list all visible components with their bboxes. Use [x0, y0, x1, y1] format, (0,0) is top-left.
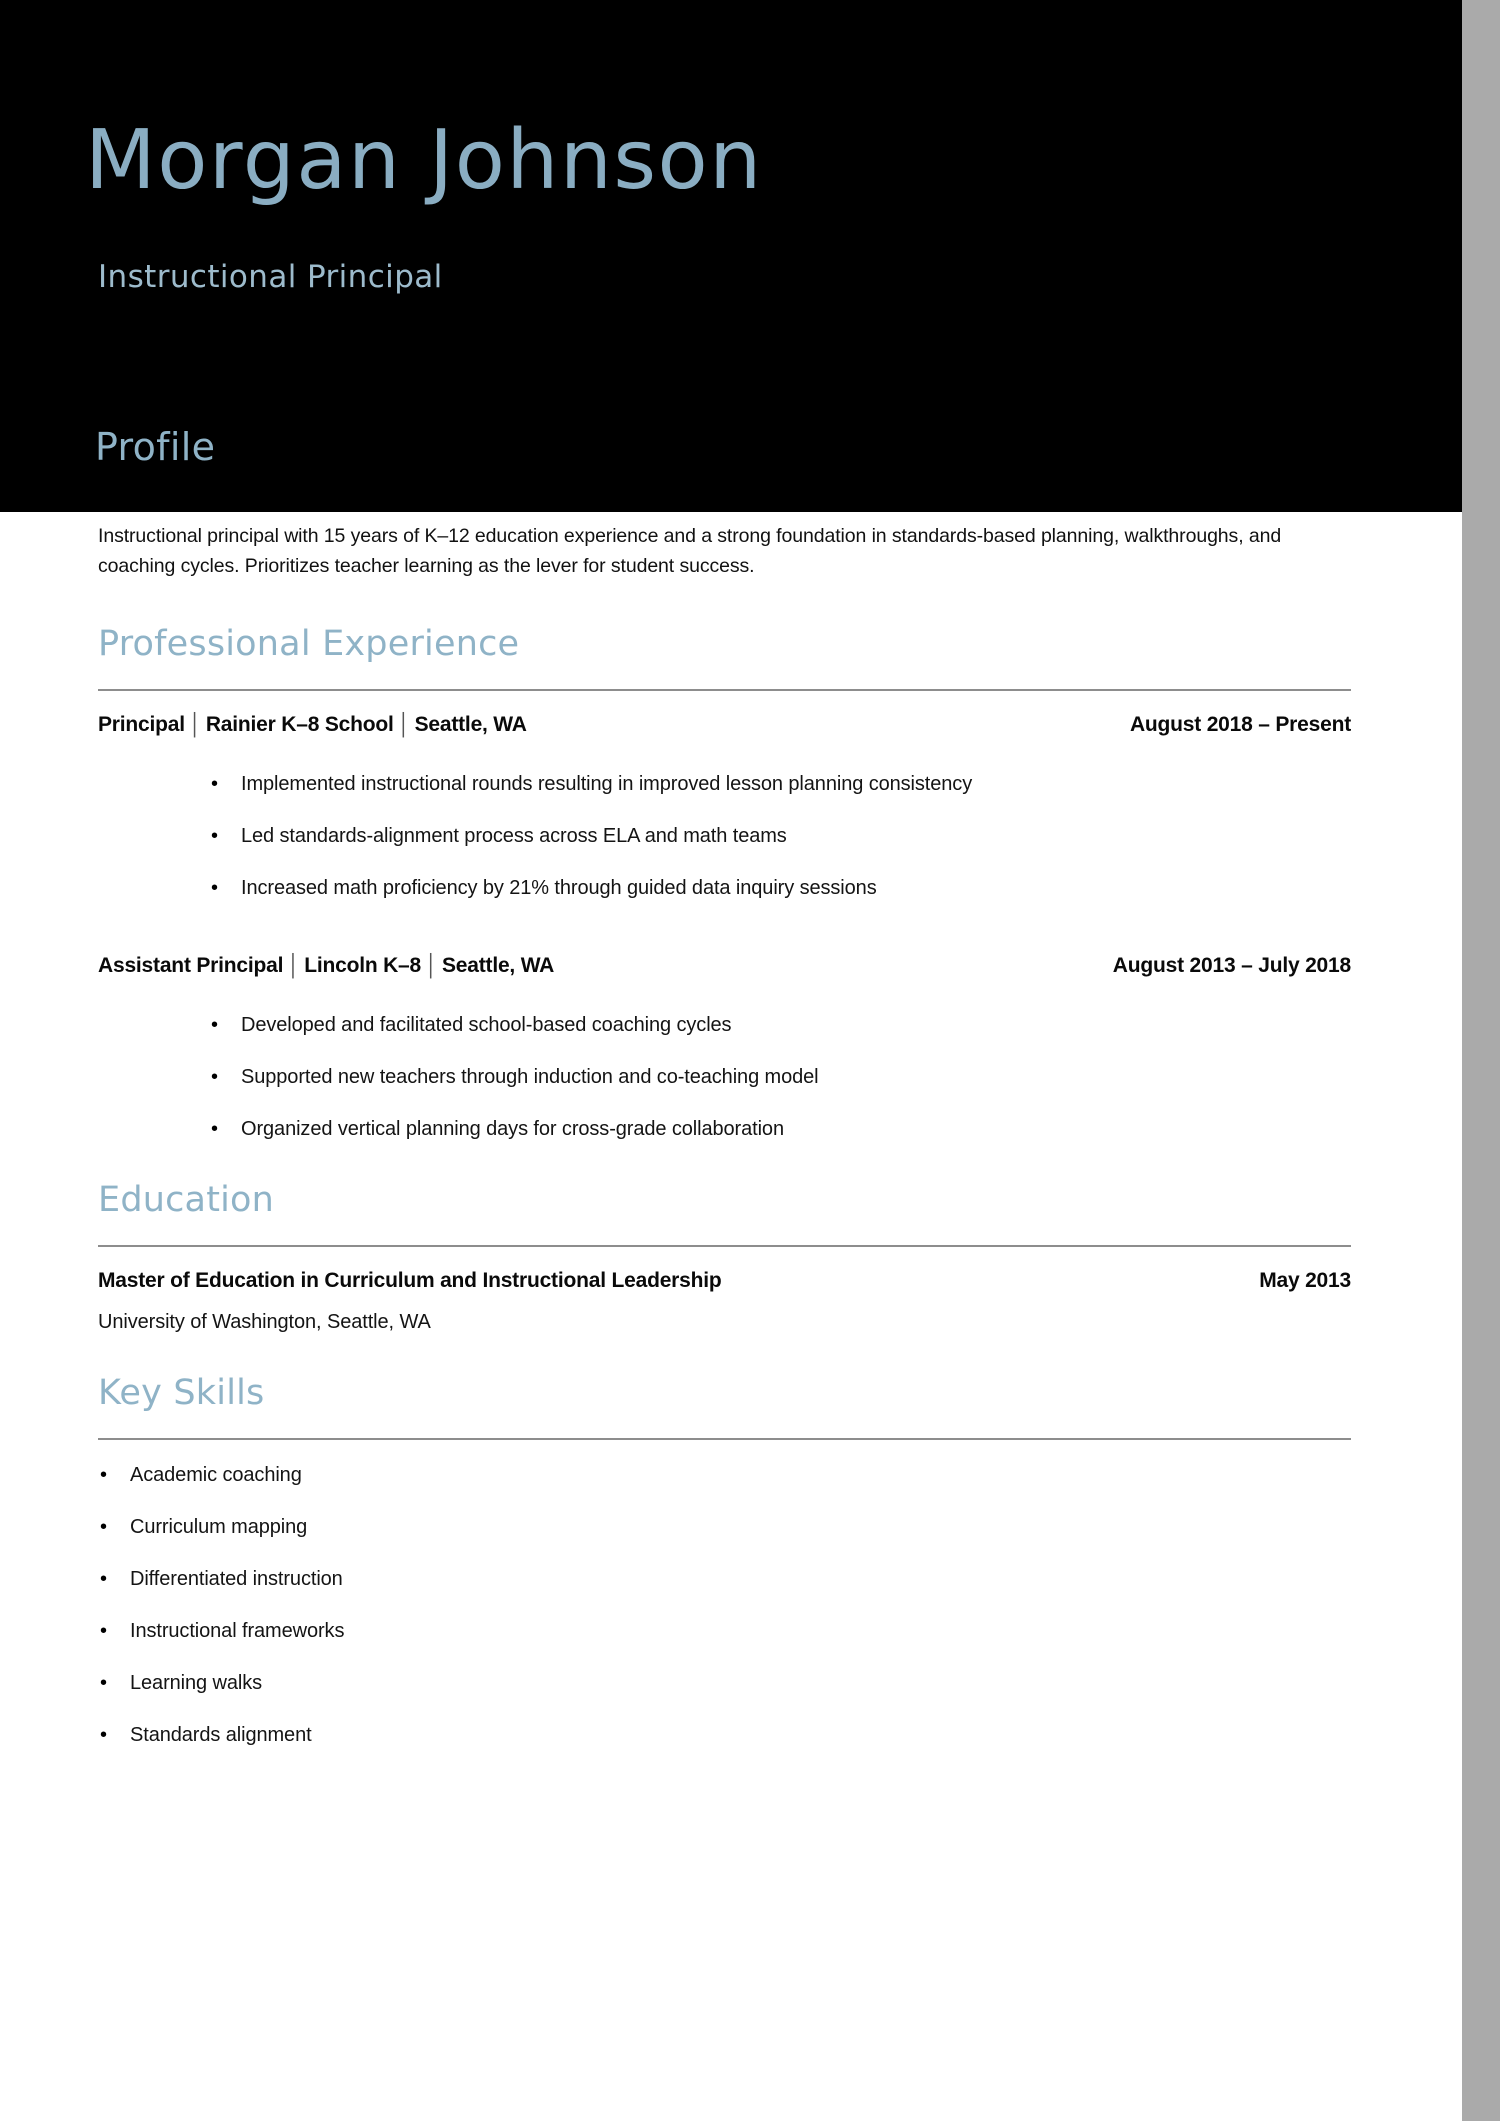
candidate-job-title: Instructional Principal [98, 259, 443, 295]
list-item-text: Supported new teachers through induction and co-teaching model [241, 1066, 819, 1089]
list-item-text: Learning walks [130, 1672, 263, 1695]
list-item-text: Developed and facilitated school-based coaching cycles [241, 1014, 732, 1037]
experience-bullet-list [98, 1015, 1388, 1139]
title-separator: │ [287, 954, 301, 978]
experience-entry-title [98, 954, 554, 978]
resume-header-band [0, 0, 1462, 512]
list-item [98, 1621, 1388, 1641]
bullet-icon: • [100, 1464, 107, 1487]
skills-bullet-list [98, 1465, 1388, 1745]
experience-entry-dates: August 2013 – July 2018 [1112, 954, 1351, 978]
experience-entry-header [98, 713, 1351, 737]
list-item-text: Organized vertical planning days for cross-grade collaboration [241, 1118, 784, 1141]
experience-organization: Lincoln K–8 [304, 954, 422, 978]
spacer [98, 691, 99, 713]
experience-entry-header [98, 954, 1351, 978]
bullet-icon: • [211, 1066, 218, 1089]
section-heading-experience: Professional Experience [98, 624, 520, 665]
title-separator: │ [425, 954, 438, 978]
candidate-name: Morgan Johnson [85, 113, 763, 208]
list-item-text: Academic coaching [130, 1464, 302, 1487]
list-item [98, 826, 1388, 846]
list-item-text: Standards alignment [130, 1724, 312, 1747]
education-degree: Master of Education in Curriculum and Instructional Leadership [98, 1269, 722, 1293]
list-item-text: Led standards-alignment process across ELA and math teams [241, 825, 787, 848]
section-heading-education: Education [98, 1180, 275, 1221]
education-school: University of Washington, Seattle, WA [98, 1311, 431, 1334]
bullet-icon: • [100, 1672, 107, 1695]
list-item [98, 1517, 1388, 1537]
spacer [98, 581, 99, 627]
education-entry-header [98, 1269, 1351, 1293]
spacer [98, 1247, 99, 1269]
spacer [98, 737, 99, 774]
title-separator: │ [188, 713, 202, 737]
section-heading-skills: Key Skills [98, 1373, 265, 1414]
bullet-icon: • [100, 1724, 107, 1747]
bullet-icon: • [211, 825, 218, 848]
experience-entry-dates: August 2018 – Present [1129, 713, 1351, 737]
title-separator: │ [397, 713, 411, 737]
experience-location: Seattle, WA [414, 713, 527, 737]
profile-summary-text: Instructional principal with 15 years of K–12 education experience and a strong foundation in standards-based planning, walkthroughs, and coaching cycles. Prioritizes teacher learning as the lever for student success. [98, 525, 1282, 578]
list-item [98, 1673, 1388, 1693]
education-date: May 2013 [1259, 1269, 1351, 1293]
bullet-icon: • [211, 773, 218, 796]
section-heading-profile: Profile [95, 425, 216, 469]
spacer [98, 1440, 99, 1465]
spacer [98, 1334, 99, 1376]
list-item [98, 1465, 1388, 1485]
list-item [98, 1569, 1388, 1589]
list-item-text: Curriculum mapping [130, 1516, 308, 1539]
list-item [98, 1119, 1388, 1139]
list-item [98, 1067, 1388, 1087]
spacer [98, 930, 99, 954]
list-item [98, 878, 1388, 898]
spacer [98, 1411, 99, 1438]
experience-organization: Rainier K–8 School [205, 713, 394, 737]
bullet-icon: • [211, 877, 218, 900]
spacer [98, 978, 99, 1015]
list-item [98, 1725, 1388, 1745]
experience-role: Assistant Principal [98, 954, 284, 978]
list-item-text: Implemented instructional rounds resulting in improved lesson planning consistency [241, 773, 973, 796]
bullet-icon: • [100, 1516, 107, 1539]
experience-entry-title [98, 713, 527, 737]
content-column [98, 512, 1388, 1745]
list-item-text: Increased math proficiency by 21% through guided data inquiry sessions [241, 877, 877, 900]
list-item [98, 774, 1388, 794]
experience-role: Principal [98, 713, 185, 737]
section-divider-education [98, 1245, 1351, 1247]
bullet-icon: • [211, 1014, 218, 1037]
resume-body [0, 512, 1462, 1777]
spacer [98, 1218, 99, 1245]
bullet-icon: • [100, 1620, 107, 1643]
spacer [98, 1293, 99, 1311]
list-item-text: Differentiated instruction [130, 1568, 343, 1591]
bullet-icon: • [100, 1568, 107, 1591]
experience-bullet-list [98, 774, 1388, 898]
spacer [98, 662, 99, 689]
experience-location: Seattle, WA [441, 954, 555, 978]
list-item [98, 1015, 1388, 1035]
list-item-text: Instructional frameworks [130, 1620, 345, 1643]
bullet-icon: • [211, 1118, 218, 1141]
section-divider-experience [98, 689, 1351, 691]
section-divider-skills [98, 1438, 1351, 1440]
